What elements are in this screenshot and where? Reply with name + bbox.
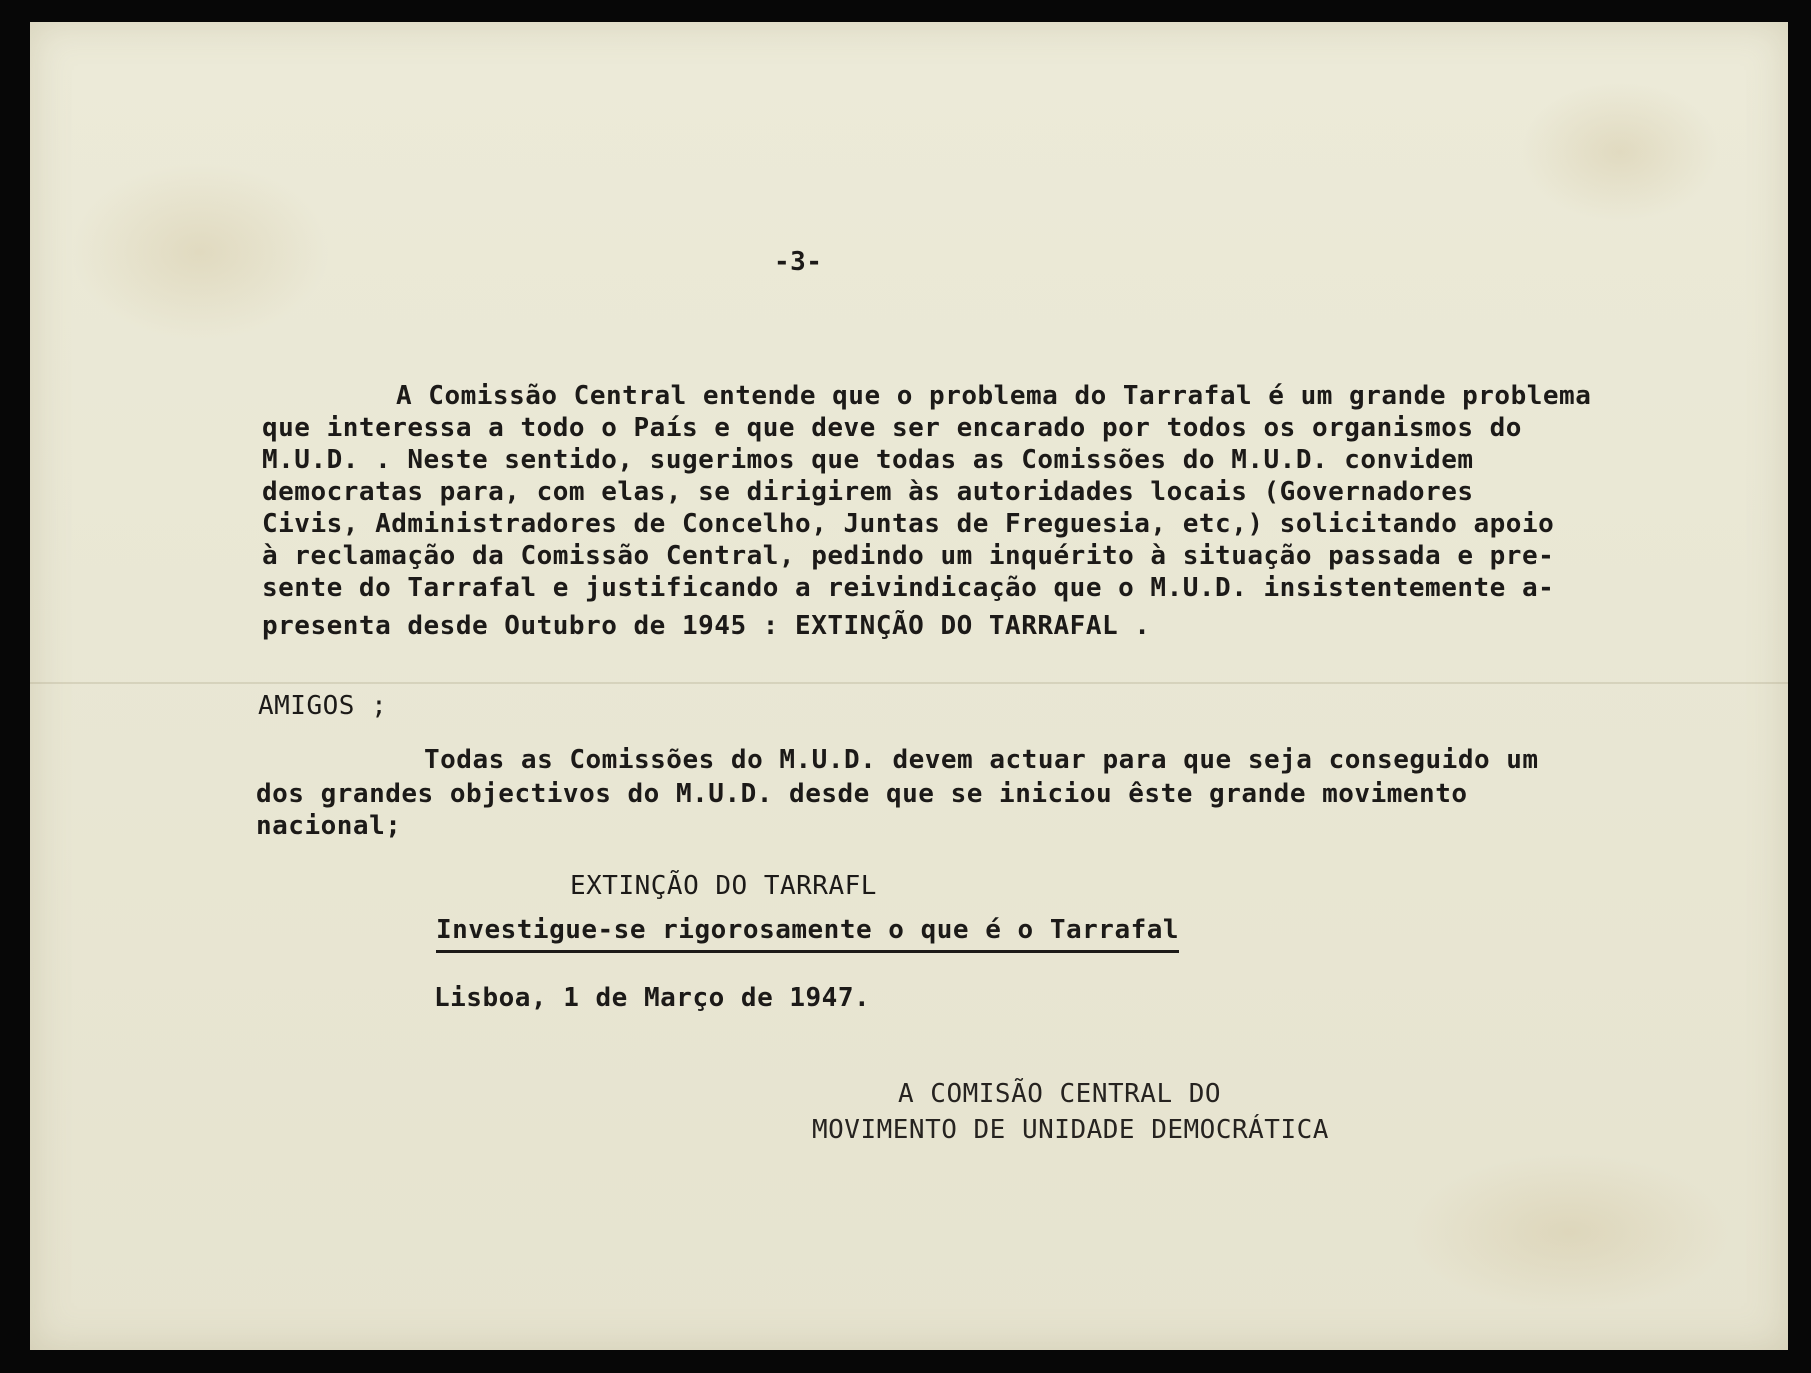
paper-stain — [70, 162, 330, 342]
paragraph-1-line: Civis, Administradores de Concelho, Juntas de Freguesia, etc,) solicitando apoio — [262, 509, 1555, 539]
paragraph-1-line: presenta desde Outubro de 1945 : EXTINÇÃO DO TARRAFAL . — [262, 611, 1151, 641]
paragraph-1-line: M.U.D. . Neste sentido, sugerimos que todas as Comissões do M.U.D. convidem — [262, 445, 1474, 475]
document-page — [30, 22, 1788, 1350]
paper-fold — [30, 682, 1788, 684]
slogan: EXTINÇÃO DO TARRAFL — [570, 871, 877, 901]
paragraph-1-line: à reclamação da Comissão Central, pedindo um inquérito à situação passada e pre- — [262, 541, 1555, 571]
salutation: AMIGOS ; — [258, 691, 388, 721]
paper-stain — [1520, 82, 1720, 222]
paragraph-2-line: nacional; — [256, 811, 402, 841]
paragraph-2-line: Todas as Comissões do M.U.D. devem actuar para que seja conseguido um — [424, 745, 1539, 775]
signature-line: A COMISÃO CENTRAL DO — [898, 1079, 1222, 1109]
paper-stain — [1410, 1152, 1730, 1312]
paragraph-2-line: dos grandes objectivos do M.U.D. desde que se iniciou êste grande movimento — [256, 779, 1468, 809]
paragraph-1-line: que interessa a todo o País e que deve ser encarado por todos os organismos do — [262, 413, 1522, 443]
paragraph-1-line: A Comissão Central entende que o problema do Tarrafal é um grande problema — [396, 381, 1592, 411]
paragraph-1-line: sente do Tarrafal e justificando a reivindicação que o M.U.D. insistentemente a- — [262, 573, 1555, 603]
signature-line: MOVIMENTO DE UNIDADE DEMOCRÁTICA — [812, 1115, 1329, 1145]
date-line: Lisboa, 1 de Março de 1947. — [434, 983, 871, 1013]
paragraph-1-line: democratas para, com elas, se dirigirem às autoridades locais (Governadores — [262, 477, 1474, 507]
page-number: -3- — [774, 247, 823, 277]
underlined-statement: Investigue-se rigorosamente o que é o Tarrafal — [436, 912, 1179, 953]
